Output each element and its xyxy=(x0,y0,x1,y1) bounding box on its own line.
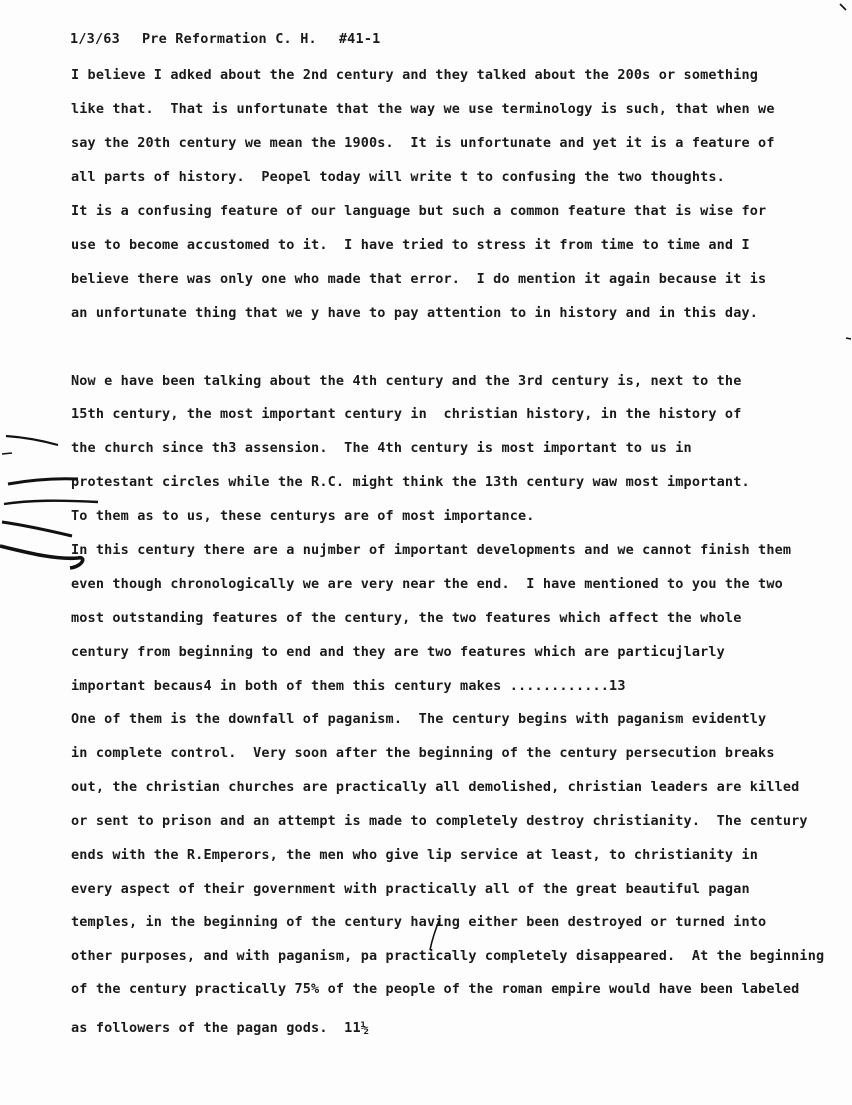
text-line: an unfortunate thing that we y have to pay attention to in history and in this day. xyxy=(71,305,759,321)
text-line: in complete control. Very soon after the beginning of the century persecution breaks xyxy=(71,745,775,761)
text-line: believe there was only one who made that error. I do mention it again because it is xyxy=(71,271,767,287)
text-line: I believe I adked about the 2nd century and they talked about the 200s or something xyxy=(71,67,759,83)
text-line: important becaus4 in both of them this century makes ............13 xyxy=(71,678,626,694)
scribble-mark xyxy=(2,522,72,536)
text-line: century from beginning to end and they are two features which are particujlarly xyxy=(71,644,725,660)
text-line: even though chronologically we are very near the end. I have mentioned to you the two xyxy=(71,576,783,592)
header-date: 1/3/63 xyxy=(70,31,120,47)
text-line: say the 20th century we mean the 1900s. It is unfortunate and yet it is a feature of xyxy=(71,135,775,151)
scribble-mark xyxy=(8,479,78,484)
text-line: 15th century, the most important century in christian history, in the history of xyxy=(71,406,742,422)
text-line: the church since th3 assension. The 4th century is most important to us in xyxy=(71,440,692,456)
text-line: ends with the R.Emperors, the men who give lip service at least, to christianity in xyxy=(71,847,759,863)
text-line: One of them is the downfall of paganism. The century begins with paganism evidently xyxy=(71,711,767,727)
scribble-mark xyxy=(2,453,12,454)
text-line: other purposes, and with paganism, pa practically completely disappeared. At the beginning xyxy=(71,948,825,964)
text-line: To them as to us, these centurys are of most importance. xyxy=(71,508,535,524)
text-line: Now e have been talking about the 4th century and the 3rd century is, next to the xyxy=(71,373,742,389)
edge-mark xyxy=(840,4,846,10)
text-line: In this century there are a nujmber of important developments and we cannot finish them xyxy=(71,542,792,558)
text-line: It is a confusing feature of our language but such a common feature that is wise for xyxy=(71,203,767,219)
text-line: or sent to prison and an attempt is made to completely destroy christianity. The century xyxy=(71,813,808,829)
text-line: of the century practically 75% of the people of the roman empire would have been labeled xyxy=(71,981,800,997)
text-line: use to become accustomed to it. I have tried to stress it from time to time and I xyxy=(71,237,750,253)
text-line: most outstanding features of the century, the two features which affect the whole xyxy=(71,610,742,626)
text-line: all parts of history. Peopel today will write t to confusing the two thoughts. xyxy=(71,169,725,185)
text-line: like that. That is unfortunate that the way we use terminology is such, that when we xyxy=(71,101,775,117)
header-number: #41-1 xyxy=(338,31,381,47)
scribble-mark xyxy=(4,501,98,504)
text-line: temples, in the beginning of the century having either been destroyed or turned into xyxy=(71,914,767,930)
text-line: as followers of the pagan gods. 11½ xyxy=(71,1020,369,1036)
edge-mark xyxy=(846,338,851,339)
page-header xyxy=(70,31,403,47)
text-line: out, the christian churches are practically all demolished, christian leaders are killed xyxy=(71,779,800,795)
text-line: every aspect of their government with practically all of the great beautiful pagan xyxy=(71,881,750,897)
text-line: protestant circles while the R.C. might think the 13th century waw most important. xyxy=(71,474,750,490)
header-course: Pre Reformation C. H. xyxy=(141,31,317,47)
scribble-mark xyxy=(6,436,58,445)
